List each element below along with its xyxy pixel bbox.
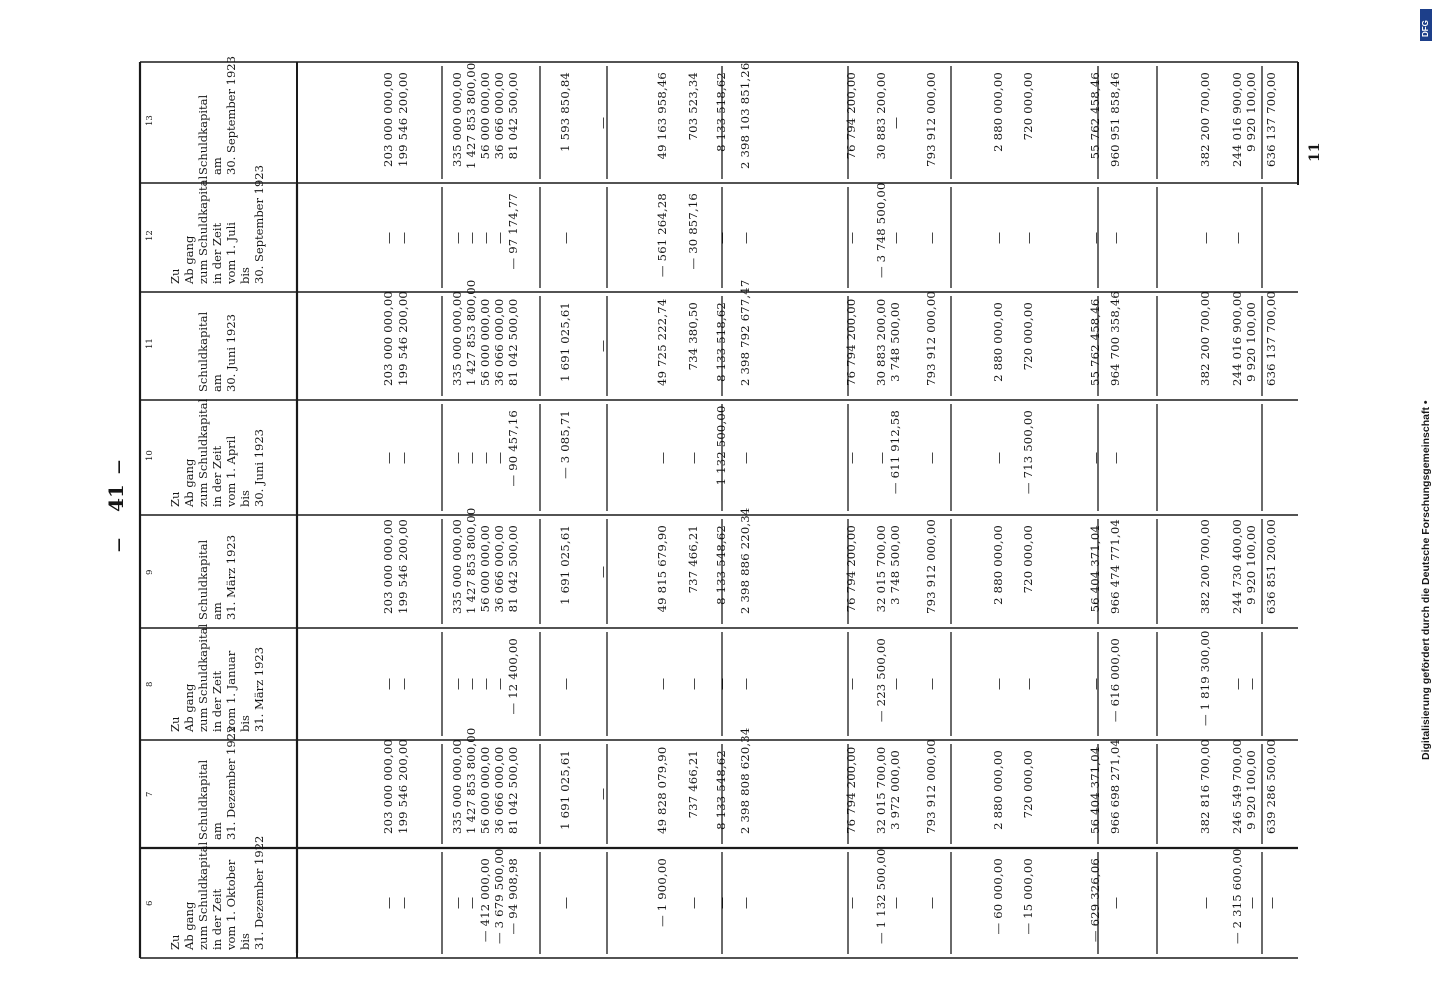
- value-cell: — 3 679 500,00: [492, 848, 506, 944]
- column-number: 12: [145, 229, 155, 241]
- value-cell: 36 066 000,00: [492, 746, 506, 834]
- dash-cell: —: [739, 897, 753, 909]
- dash-cell: —: [1199, 231, 1213, 244]
- dash-cell: —: [1109, 451, 1123, 464]
- value-cell: 793 912 000,00: [924, 291, 938, 386]
- value-cell: 203 000 000,00: [381, 739, 395, 834]
- column-header-line: zum Schuldkapital: [196, 623, 210, 732]
- dash-cell: —: [397, 897, 411, 909]
- column-header-line: vom 1. Juli: [224, 222, 238, 284]
- value-cell: — 1 900,00: [655, 858, 669, 927]
- dash-cell: —: [465, 451, 479, 464]
- dash-cell: —: [451, 897, 465, 909]
- value-cell: — 616 000,00: [1108, 638, 1122, 723]
- value-cell: 9 920 100,00: [1244, 750, 1258, 830]
- value-cell: — 1 132 500,00: [874, 848, 888, 944]
- column-number: 9: [145, 569, 155, 575]
- dash-cell: —: [596, 565, 610, 578]
- dash-cell: —: [451, 678, 465, 690]
- value-cell: — 561 264,28: [655, 193, 669, 278]
- dash-cell: —: [739, 231, 753, 244]
- dash-cell: —: [925, 451, 939, 464]
- value-cell: — 412 000,00: [478, 858, 492, 943]
- value-cell: 335 000 000,00: [450, 519, 464, 614]
- column-header-line: vom 1. Oktober: [224, 859, 238, 950]
- dash-cell: —: [889, 897, 903, 909]
- value-cell: 81 042 500,00: [506, 525, 520, 613]
- column-number: 8: [145, 681, 155, 687]
- sheet-mark: 11: [1307, 142, 1323, 162]
- value-cell: 382 200 700,00: [1198, 291, 1212, 386]
- dash-cell: —: [1022, 678, 1036, 690]
- value-cell: — 1 819 300,00: [1198, 630, 1212, 726]
- value-cell: 9 920 100,00: [1244, 72, 1258, 152]
- credit-line: Digitalisierung gefördert durch die Deutsche Forschungsgemeinschaft •: [1420, 400, 1432, 760]
- value-cell: 1 427 853 800,00: [464, 727, 478, 834]
- value-cell: 30 883 200,00: [874, 72, 888, 160]
- value-cell: — 3 085,71: [558, 410, 572, 479]
- column-header-line: Ab gang: [182, 901, 196, 950]
- column-header-line: zum Schuldkapital: [196, 841, 210, 950]
- value-cell: 793 912 000,00: [924, 739, 938, 834]
- dash-cell: —: [925, 897, 939, 909]
- value-cell: 81 042 500,00: [506, 298, 520, 386]
- value-cell: 1 427 853 800,00: [464, 62, 478, 169]
- value-cell: 8 133 548,62: [714, 525, 728, 605]
- value-cell: 244 016 900,00: [1230, 72, 1244, 167]
- column-header-line: Zu: [168, 934, 182, 950]
- dash-cell: —: [925, 678, 939, 690]
- value-cell: 203 000 000,00: [381, 291, 395, 386]
- column-header-line: Ab gang: [182, 683, 196, 732]
- dash-cell: —: [493, 231, 507, 244]
- value-cell: 55 762 458,46: [1088, 72, 1102, 160]
- column-header-line: bis: [238, 933, 252, 950]
- column-header-line: bis: [238, 267, 252, 284]
- dfg-logo-text: DFG: [1421, 20, 1430, 37]
- column-number: 11: [145, 338, 155, 349]
- value-cell: 2 880 000,00: [991, 72, 1005, 152]
- dash-cell: —: [739, 678, 753, 690]
- dash-cell: —: [889, 116, 903, 129]
- dash-cell: —: [479, 678, 493, 690]
- dash-cell: —: [397, 231, 411, 244]
- value-cell: 1 691 025,61: [558, 302, 572, 382]
- value-cell: 56 000 000,00: [478, 746, 492, 834]
- dash-cell: —: [559, 897, 573, 909]
- column-header-line: am: [210, 157, 224, 175]
- column-header-line: 31. Dezember 1922: [252, 835, 266, 950]
- value-cell: 737 466,21: [686, 525, 700, 594]
- value-cell: 8 133 518,62: [714, 72, 728, 152]
- value-cell: 81 042 500,00: [506, 746, 520, 834]
- value-cell: — 713 500,00: [1021, 410, 1035, 495]
- column-header-line: in der Zeit: [210, 445, 224, 507]
- column-header-line: Ab gang: [182, 235, 196, 284]
- dash-cell: —: [1109, 897, 1123, 909]
- value-cell: 9 920 100,00: [1244, 525, 1258, 605]
- dash-cell: —: [479, 451, 493, 464]
- dash-cell: —: [1231, 678, 1245, 690]
- value-cell: 335 000 000,00: [450, 72, 464, 167]
- dash-cell: —: [1089, 231, 1103, 244]
- dash-cell: —: [1231, 231, 1245, 244]
- dash-cell: —: [715, 231, 729, 244]
- column-header-line: 30. September 1923: [252, 165, 266, 284]
- value-cell: 720 000,00: [1021, 302, 1035, 371]
- value-cell: 56 404 371,04: [1088, 746, 1102, 834]
- value-cell: 49 163 958,46: [655, 72, 669, 160]
- column-header-line: Schuldkapital: [196, 539, 210, 620]
- value-cell: 734 380,50: [686, 302, 700, 371]
- value-cell: 2 880 000,00: [991, 302, 1005, 382]
- dash-cell: —: [382, 897, 396, 909]
- value-cell: — 60 000,00: [991, 858, 1005, 935]
- value-cell: — 90 457,16: [506, 410, 520, 487]
- column-header-line: 31. März 1923: [252, 646, 266, 732]
- value-cell: 203 000 000,00: [381, 72, 395, 167]
- value-cell: 36 066 000,00: [492, 525, 506, 613]
- column-header-line: bis: [238, 490, 252, 507]
- value-cell: 244 730 400,00: [1230, 519, 1244, 614]
- page-dash: —: [111, 538, 127, 552]
- dash-cell: —: [875, 451, 889, 464]
- value-cell: 203 000 000,00: [381, 519, 395, 614]
- value-cell: 966 698 271,04: [1108, 739, 1122, 834]
- value-cell: 1 593 850,84: [558, 72, 572, 152]
- value-cell: — 1 132 500,00: [714, 405, 728, 501]
- dash-cell: —: [845, 451, 859, 464]
- dfg-logo: [1420, 9, 1432, 41]
- dash-cell: —: [397, 678, 411, 690]
- value-cell: 2 398 792 677,47: [738, 279, 752, 386]
- value-cell: 639 286 500,00: [1264, 739, 1278, 834]
- value-cell: — 30 857,16: [686, 193, 700, 270]
- value-cell: 49 725 222,74: [655, 298, 669, 386]
- dash-cell: —: [596, 340, 610, 352]
- value-cell: 81 042 500,00: [506, 72, 520, 160]
- value-cell: — 97 174,77: [506, 193, 520, 270]
- dash-cell: —: [845, 678, 859, 690]
- value-cell: 2 398 886 220,34: [738, 507, 752, 614]
- value-cell: 8 133 518,62: [714, 302, 728, 382]
- dash-cell: —: [715, 897, 729, 909]
- value-cell: 2 398 808 620,34: [738, 727, 752, 834]
- value-cell: 3 972 000,00: [888, 750, 902, 830]
- column-header-line: Schuldkapital: [196, 759, 210, 840]
- column-header-line: in der Zeit: [210, 888, 224, 950]
- value-cell: 36 066 000,00: [492, 72, 506, 160]
- dash-cell: —: [559, 678, 573, 690]
- dash-cell: —: [1089, 451, 1103, 464]
- column-header-line: 31. Dezember 1922: [224, 725, 238, 840]
- dash-cell: —: [1265, 897, 1279, 909]
- value-cell: 49 828 079,90: [655, 746, 669, 834]
- dash-cell: —: [1245, 678, 1259, 690]
- dash-cell: —: [656, 678, 670, 690]
- dash-cell: —: [451, 451, 465, 464]
- value-cell: 76 794 200,00: [844, 298, 858, 386]
- value-cell: 3 748 500,00: [888, 525, 902, 605]
- value-cell: 636 137 700,00: [1264, 72, 1278, 167]
- dash-cell: —: [845, 231, 859, 244]
- column-header-line: zum Schuldkapital: [196, 175, 210, 284]
- value-cell: 1 691 025,61: [558, 750, 572, 830]
- dash-cell: —: [493, 451, 507, 464]
- column-header-line: Ab gang: [182, 458, 196, 507]
- value-cell: 56 404 371,04: [1088, 525, 1102, 613]
- value-cell: 199 546 200,00: [396, 291, 410, 386]
- value-cell: 56 000 000,00: [478, 298, 492, 386]
- value-cell: 49 815 679,90: [655, 525, 669, 613]
- value-cell: — 2 315 600,00: [1230, 848, 1244, 944]
- dash-cell: —: [465, 678, 479, 690]
- value-cell: 737 466,21: [686, 750, 700, 819]
- value-cell: 793 912 000,00: [924, 72, 938, 167]
- column-header-line: vom 1. Januar: [224, 650, 238, 732]
- column-header-line: Zu: [168, 268, 182, 284]
- dash-cell: —: [465, 897, 479, 909]
- value-cell: 1 427 853 800,00: [464, 507, 478, 614]
- dash-cell: —: [889, 231, 903, 244]
- page-number: 41: [104, 484, 128, 512]
- value-cell: 56 000 000,00: [478, 525, 492, 613]
- dash-cell: —: [656, 451, 670, 464]
- value-cell: 335 000 000,00: [450, 739, 464, 834]
- value-cell: 9 920 100,00: [1244, 302, 1258, 382]
- column-header-line: am: [210, 822, 224, 840]
- value-cell: 1 427 853 800,00: [464, 279, 478, 386]
- dash-cell: —: [1199, 897, 1213, 909]
- value-cell: — 94 908,98: [506, 858, 520, 935]
- column-header-line: zum Schuldkapital: [196, 398, 210, 507]
- column-header-line: 30. Juni 1923: [224, 314, 238, 392]
- dash-cell: —: [1022, 231, 1036, 244]
- value-cell: 76 794 200,00: [844, 525, 858, 613]
- dash-cell: —: [845, 897, 859, 909]
- value-cell: — 15 000,00: [1021, 858, 1035, 935]
- value-cell: 720 000,00: [1021, 72, 1035, 141]
- value-cell: 636 851 200,00: [1264, 519, 1278, 614]
- value-cell: 720 000,00: [1021, 750, 1035, 819]
- value-cell: 720 000,00: [1021, 525, 1035, 594]
- value-cell: — 611 912,58: [888, 410, 902, 495]
- value-cell: — 3 748 500,00: [874, 182, 888, 278]
- dash-cell: —: [992, 231, 1006, 244]
- page-dash: —: [111, 460, 127, 474]
- value-cell: 2 880 000,00: [991, 750, 1005, 830]
- column-header-line: 31. März 1923: [224, 534, 238, 620]
- value-cell: 3 748 500,00: [888, 302, 902, 382]
- value-cell: 793 912 000,00: [924, 519, 938, 614]
- value-cell: 382 816 700,00: [1198, 739, 1212, 834]
- value-cell: — 12 400,00: [506, 638, 520, 715]
- dash-cell: —: [465, 231, 479, 244]
- column-number: 6: [145, 900, 155, 906]
- dash-cell: —: [1245, 897, 1259, 909]
- dash-cell: —: [889, 678, 903, 690]
- value-cell: 76 794 200,00: [844, 72, 858, 160]
- value-cell: 2 880 000,00: [991, 525, 1005, 605]
- column-header-line: 30. Juni 1923: [252, 429, 266, 507]
- value-cell: — 223 500,00: [874, 638, 888, 723]
- column-header-line: vom 1. April: [224, 435, 238, 507]
- column-header-line: Zu: [168, 716, 182, 732]
- column-header-line: Schuldkapital: [196, 311, 210, 392]
- value-cell: 960 951 858,46: [1108, 72, 1122, 167]
- dash-cell: —: [382, 231, 396, 244]
- value-cell: 8 133 548,62: [714, 750, 728, 830]
- value-cell: 2 398 103 851,26: [738, 62, 752, 169]
- dash-cell: —: [479, 231, 493, 244]
- column-number: 13: [145, 114, 155, 126]
- dash-cell: —: [382, 678, 396, 690]
- column-header-line: bis: [238, 715, 252, 732]
- value-cell: 56 000 000,00: [478, 72, 492, 160]
- dash-cell: —: [687, 451, 701, 464]
- dash-cell: —: [596, 116, 610, 129]
- column-header-line: am: [210, 602, 224, 620]
- dash-cell: —: [382, 451, 396, 464]
- column-header-line: Schuldkapital: [196, 94, 210, 175]
- value-cell: 30 883 200,00: [874, 298, 888, 386]
- column-number: 10: [145, 449, 155, 461]
- value-cell: 335 000 000,00: [450, 291, 464, 386]
- value-cell: 199 546 200,00: [396, 519, 410, 614]
- dash-cell: —: [397, 451, 411, 464]
- dash-cell: —: [992, 451, 1006, 464]
- dash-cell: —: [687, 678, 701, 690]
- dash-cell: —: [715, 678, 729, 690]
- value-cell: 246 549 700,00: [1230, 739, 1244, 834]
- value-cell: 382 200 700,00: [1198, 519, 1212, 614]
- value-cell: 703 523,34: [686, 72, 700, 141]
- value-cell: 382 200 700,00: [1198, 72, 1212, 167]
- value-cell: 55 762 458,46: [1088, 298, 1102, 386]
- column-header-line: in der Zeit: [210, 670, 224, 732]
- dash-cell: —: [559, 231, 573, 244]
- value-cell: 199 546 200,00: [396, 72, 410, 167]
- value-cell: 964 700 358,46: [1108, 291, 1122, 386]
- value-cell: 76 794 200,00: [844, 746, 858, 834]
- value-cell: 36 066 000,00: [492, 298, 506, 386]
- dash-cell: —: [1089, 678, 1103, 690]
- dash-cell: —: [992, 678, 1006, 690]
- value-cell: 1 691 025,61: [558, 525, 572, 605]
- dash-cell: —: [493, 678, 507, 690]
- column-header-line: Zu: [168, 491, 182, 507]
- column-number: 7: [145, 791, 155, 797]
- column-header-line: in der Zeit: [210, 222, 224, 284]
- value-cell: 636 137 700,00: [1264, 291, 1278, 386]
- value-cell: 966 474 771,04: [1108, 519, 1122, 614]
- dash-cell: —: [451, 231, 465, 244]
- column-header-line: 30. September 1923: [224, 56, 238, 175]
- value-cell: 32 015 700,00: [874, 746, 888, 834]
- value-cell: 244 016 900,00: [1230, 291, 1244, 386]
- dash-cell: —: [925, 231, 939, 244]
- value-cell: 199 546 200,00: [396, 739, 410, 834]
- column-header-line: am: [210, 374, 224, 392]
- value-cell: 32 015 700,00: [874, 525, 888, 613]
- value-cell: — 629 326,06: [1088, 858, 1102, 943]
- dash-cell: —: [739, 451, 753, 464]
- dash-cell: —: [596, 788, 610, 800]
- dash-cell: —: [687, 897, 701, 909]
- dash-cell: —: [1109, 231, 1123, 244]
